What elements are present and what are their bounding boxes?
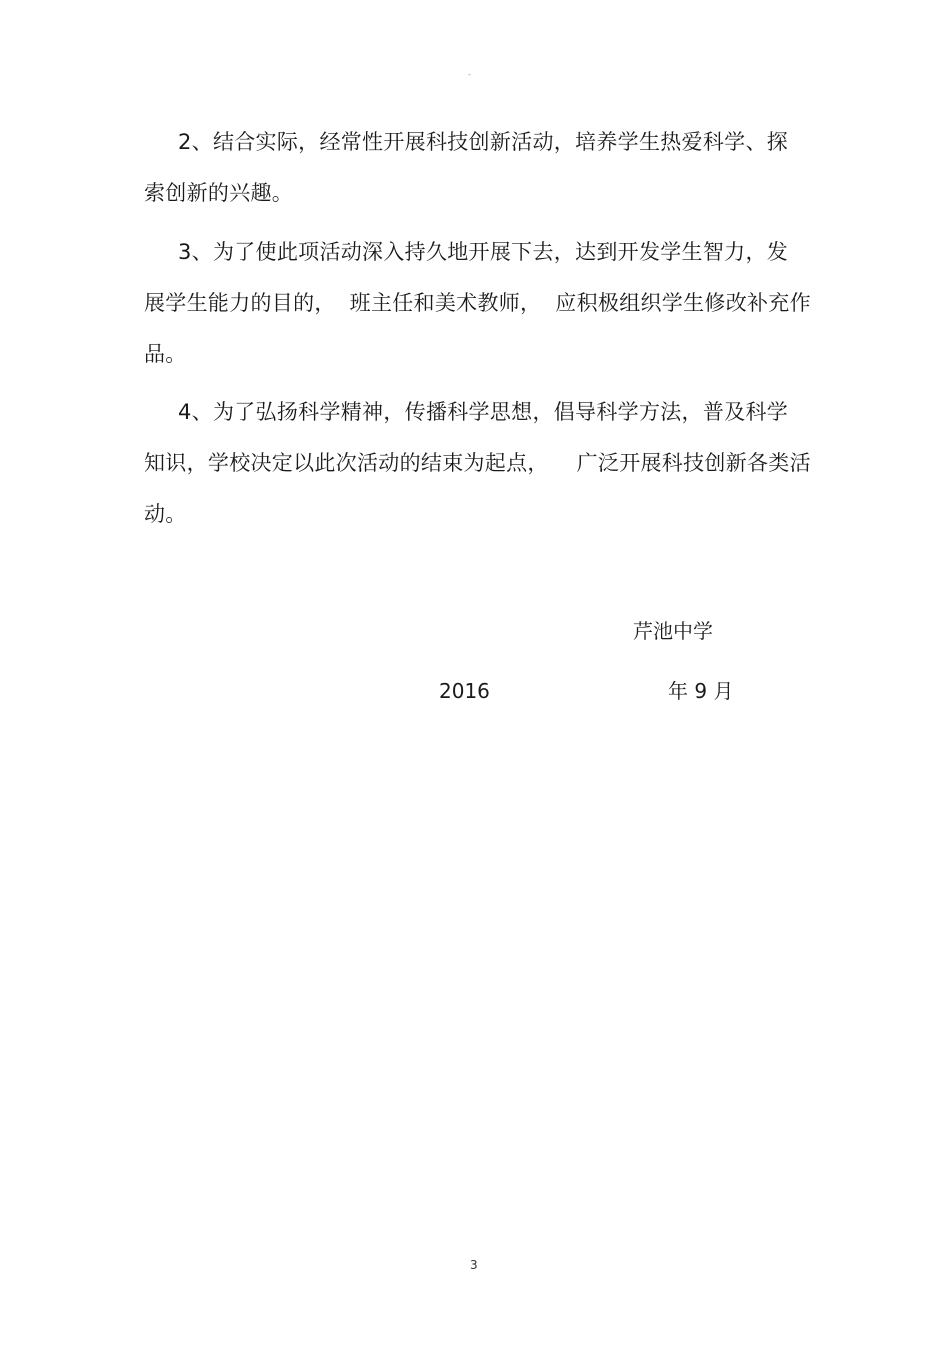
signature-month: 年 9 月 bbox=[668, 679, 734, 703]
paragraph-2-line-1: 2、结合实际，经常性开展科技创新活动，培养学生热爱科学、探 bbox=[178, 130, 789, 154]
paragraph-4-line-3: 动。 bbox=[144, 502, 187, 526]
signature-year: 2016 bbox=[439, 679, 490, 703]
paragraph-3-line-2: 展学生能力的目的， 班主任和美术教师， 应积极组织学生修改补充作 bbox=[144, 291, 811, 315]
paragraph-2-line-2: 索创新的兴趣。 bbox=[144, 181, 294, 205]
paragraph-4-line-2: 知识，学校决定以此次活动的结束为起点， 广泛开展科技创新各类活 bbox=[144, 451, 811, 475]
header-mark: - bbox=[468, 70, 471, 79]
paragraph-3-line-3: 品。 bbox=[144, 342, 187, 366]
paragraph-3-line-1: 3、为了使此项活动深入持久地开展下去，达到开发学生智力，发 bbox=[178, 240, 789, 264]
signature-organization: 芹池中学 bbox=[633, 619, 713, 643]
paragraph-4-line-1: 4、为了弘扬科学精神，传播科学思想，倡导科学方法，普及科学 bbox=[178, 400, 789, 424]
page-number: 3 bbox=[470, 1258, 478, 1272]
